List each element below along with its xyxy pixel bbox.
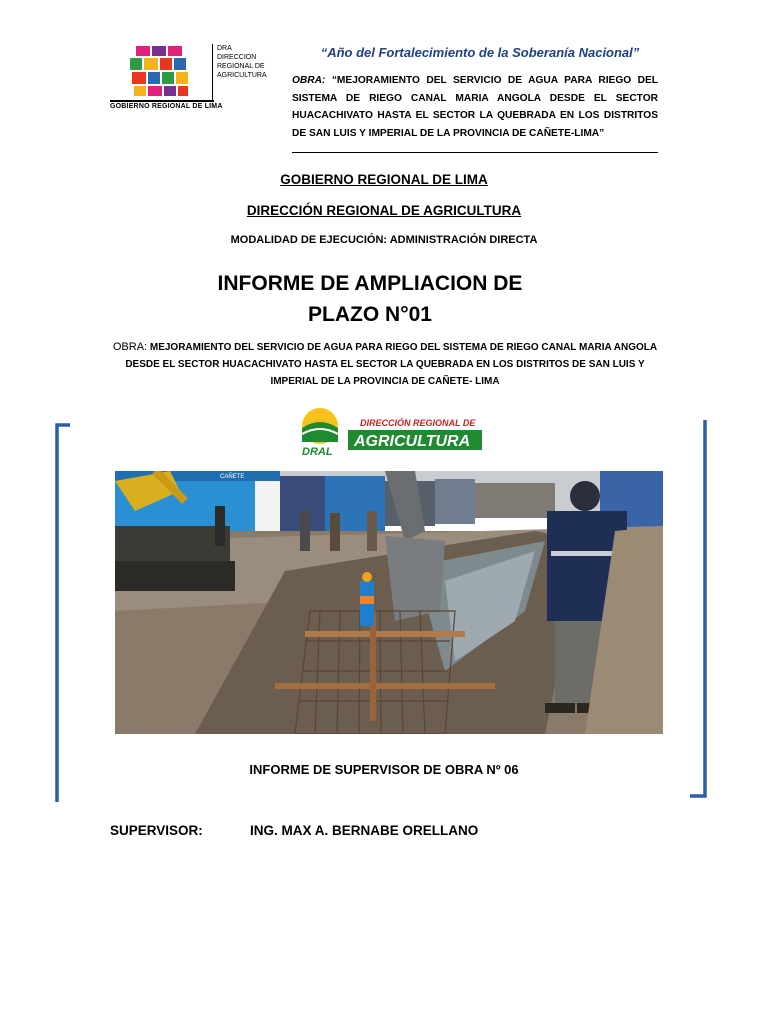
dral-line2: AGRICULTURA	[354, 433, 471, 450]
left-blue-bracket	[54, 422, 74, 804]
logo-caption: GOBIERNO REGIONAL DE LIMA	[110, 103, 223, 110]
execution-modality: MODALIDAD DE EJECUCIÓN: ADMINISTRACIÓN DIRECTA	[230, 234, 538, 246]
dra-line: DIRECCION	[217, 54, 257, 61]
right-blue-bracket	[688, 418, 710, 800]
supervisor-report-title: INFORME DE SUPERVISOR DE OBRA Nº 06	[249, 762, 519, 777]
supervisor-name: ING. MAX A. BERNABE ORELLANO	[250, 823, 479, 838]
dra-block	[212, 44, 267, 102]
report-title	[0, 268, 740, 330]
dral-line1: DIRECCIÓN REGIONAL DE	[360, 418, 476, 428]
dra-line: REGIONAL DE	[217, 63, 265, 70]
supervisor-label: SUPERVISOR:	[110, 823, 203, 838]
header-divider	[292, 152, 658, 153]
dral-logo	[294, 402, 486, 460]
government-title: GOBIERNO REGIONAL DE LIMA	[280, 172, 488, 187]
dral-abbrev: DRAL	[302, 446, 333, 458]
report-title-line2: PLAZO N°01	[308, 303, 432, 326]
header-obra-description	[292, 72, 658, 142]
dra-line: DRA	[217, 45, 232, 52]
directorate-title: DIRECCIÓN REGIONAL DE AGRICULTURA	[246, 203, 522, 218]
obra-label: OBRA:	[112, 341, 148, 353]
header-obra-text: “MEJORAMIENTO DEL SERVICIO DE AGUA PARA RIEGO DEL SISTEMA DE RIEGO CANAL MARIA ANGOLA DESDE EL SECTOR HUACACHIVATO HASTA EL SECTOR LA QUEBRADA EN LOS DISTRITOS DE SAN LUIS Y IMPERIAL DE LA PROVINCIA DE CAÑETE-LIMA”	[292, 75, 658, 139]
year-motto: “Año del Fortalecimiento de la Soberanía Nacional”	[320, 45, 640, 60]
report-title-line1: INFORME DE AMPLIACION DE	[217, 272, 523, 295]
obra-description	[112, 339, 658, 390]
header-obra-label: OBRA:	[292, 75, 326, 86]
construction-site-photo	[115, 471, 663, 734]
obra-text: MEJORAMIENTO DEL SERVICIO DE AGUA PARA RIEGO DEL SISTEMA DE RIEGO CANAL MARIA ANGOLA DESDE EL SECTOR HUACACHIVATO HASTA EL SECTOR LA QUEBRADA EN LOS DISTRITOS DE SAN LUIS Y IMPERIAL DE LA PROVINCIA DE CAÑETE- LIMA	[125, 342, 658, 387]
shop-sign: CAÑETE	[220, 474, 245, 480]
dra-line: AGRICULTURA	[217, 72, 267, 79]
